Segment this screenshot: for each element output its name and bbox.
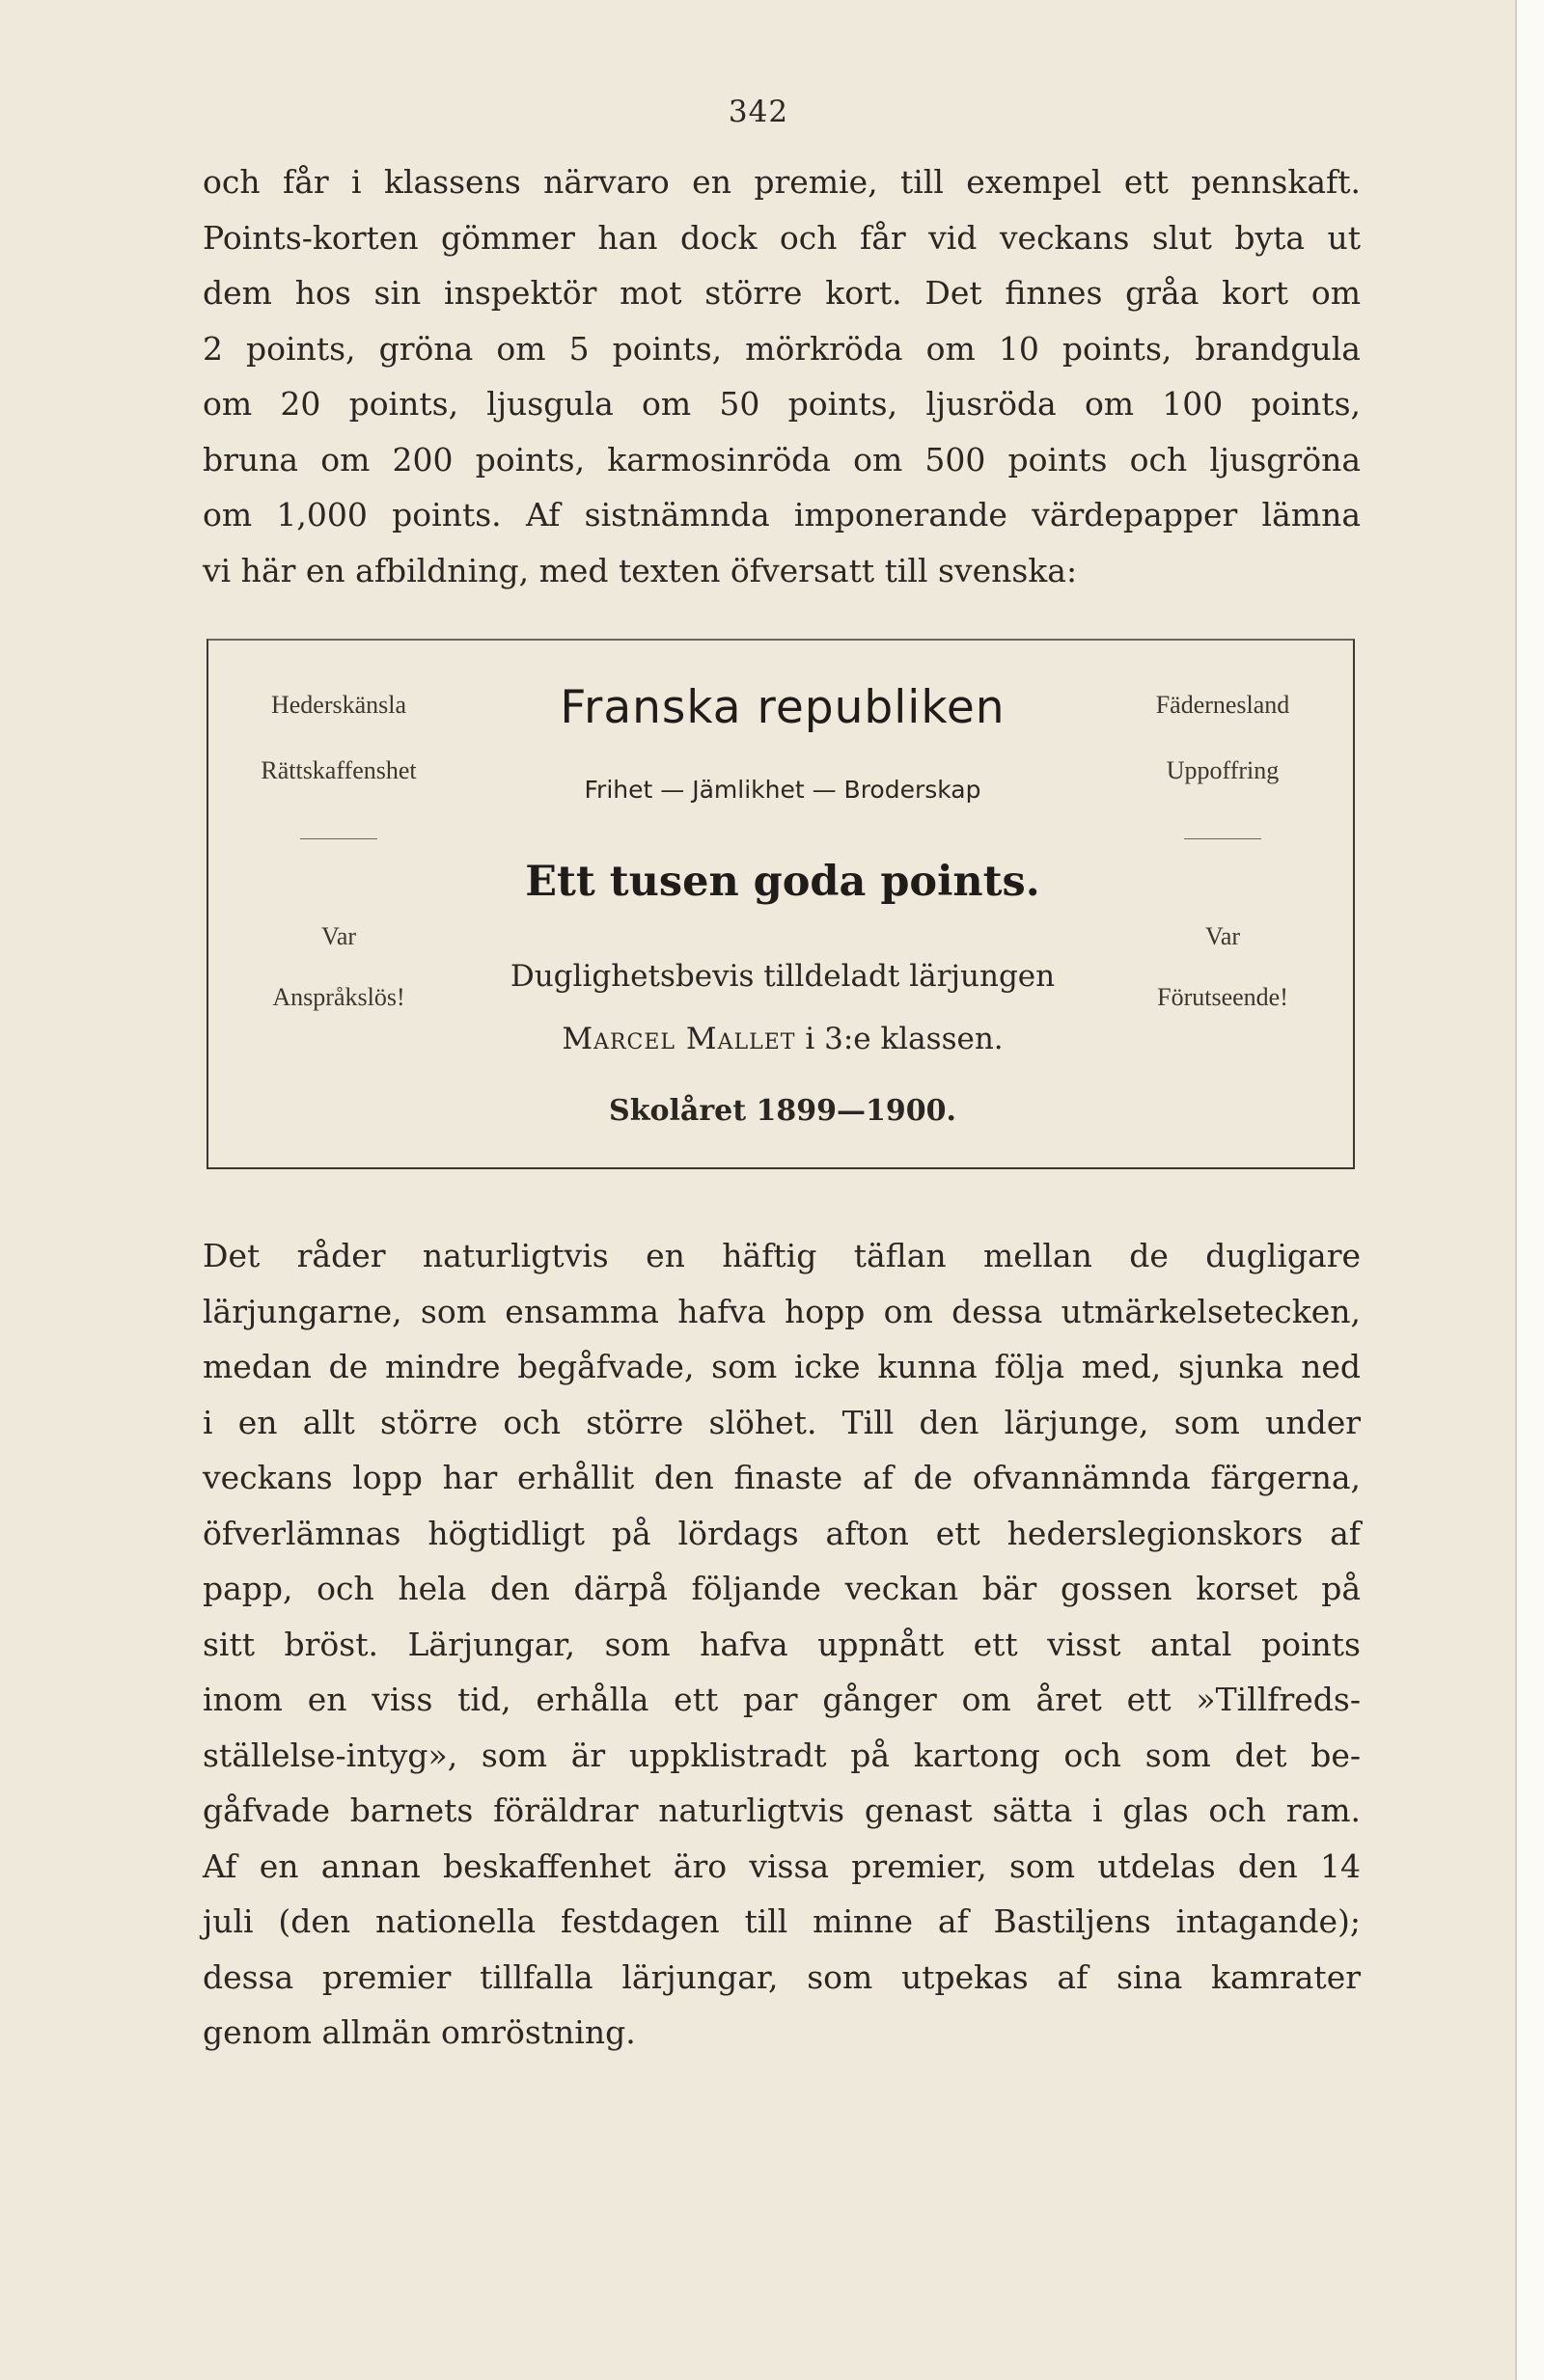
page-edge (1515, 0, 1544, 2380)
text-line: sitt bröst. Lärjungar, som hafva uppnått ett visst antal points (203, 1625, 1361, 1663)
text-line: medan de mindre begåfvade, som icke kunna följa med, sjunka ned (203, 1348, 1361, 1385)
diploma-motto: Frihet — Jämlikhet — Broderskap (584, 776, 981, 804)
text-line: 2 points, gröna om 5 points, mörkröda om 10 points, brandgula (203, 329, 1361, 368)
text-line: dem hos sin inspektör mot större kort. Det finnes gråa kort om (203, 274, 1361, 312)
text-line: papp, och hela den därpå följande veckan bär gossen korset på (203, 1570, 1361, 1607)
points-card-illustration (207, 639, 1355, 1169)
text-line: lärjungarne, som ensamma hafva hopp om dessa utmärkelsetecken, (203, 1292, 1361, 1330)
text-line: inom en viss tid, erhålla ett par gånger om året ett »Tillfreds- (203, 1681, 1361, 1718)
diploma-heading: Ett tusen goda points. (525, 858, 1040, 906)
text-line: Points-korten gömmer han dock och får vid veckans slut byta ut (203, 218, 1361, 257)
text-line: om 20 points, ljusgula om 50 points, ljusröda om 100 points, (203, 385, 1361, 423)
diploma-pupil-line (469, 1022, 1096, 1056)
text-line: gåfvade barnets föräldrar naturligtvis genast sätta i glas och ram. (203, 1792, 1361, 1829)
pupil-class: i 3:e klassen. (805, 1022, 1004, 1056)
text-line: vi här en afbildning, med texten öfversatt till svenska: (203, 551, 1078, 589)
right-var: Var (1204, 922, 1241, 950)
left-virtue-1: Hederskänsla (270, 691, 407, 719)
text-line: juli (den nationella festdagen till minne af Bastiljens intagande); (203, 1902, 1361, 1940)
text-line: öfverlämnas högtidligt på lördags afton ett hederslegionskors af (203, 1514, 1361, 1552)
diploma-certificate-line: Duglighetsbevis tilldeladt lärjungen (510, 959, 1056, 994)
text-line: bruna om 200 points, karmosinröda om 500 points och ljusgröna (203, 440, 1361, 479)
right-virtue-1: Fädernesland (1155, 691, 1290, 719)
left-virtue-2: Rättskaffenshet (261, 756, 417, 784)
right-exhortation: Förutseende! (1157, 983, 1288, 1011)
right-divider (1184, 838, 1261, 839)
left-exhortation: Anspråkslös! (272, 983, 405, 1011)
pupil-name: Marcel Mallet (562, 1022, 796, 1056)
text-line: och får i klassens närvaro en premie, till exempel ett pennskaft. (203, 163, 1361, 201)
text-line: dessa premier tillfalla lärjungar, som utpekas af sina kamrater (203, 1957, 1361, 1996)
paragraph-1 (203, 154, 1361, 598)
text-line: Af en annan beskaffenhet äro vissa premier, som utdelas den 14 (203, 1847, 1361, 1885)
left-var: Var (320, 922, 357, 950)
diploma-title: Franska republiken (560, 681, 1006, 734)
text-line: genom allmän omröstning. (203, 2013, 636, 2051)
text-line: ställelse-intyg», som är uppklistradt på kartong och som det be- (203, 1736, 1361, 1774)
right-virtue-2: Uppoffring (1166, 756, 1280, 784)
page-number: 342 (728, 95, 789, 129)
diploma-school-year: Skolåret 1899—1900. (609, 1094, 956, 1128)
text-line: Det råder naturligtvis en häftig täflan mellan de dugligare (203, 1237, 1361, 1274)
text-line: om 1,000 points. Af sistnämnda imponerande värdepapper lämna (203, 496, 1361, 533)
text-line: veckans lopp har erhållit den finaste af de ofvannämnda färgerna, (203, 1459, 1361, 1496)
left-divider (300, 838, 377, 839)
paragraph-2 (203, 1228, 1361, 2061)
text-line: i en allt större och större slöhet. Till den lärjunge, som under (203, 1403, 1361, 1441)
